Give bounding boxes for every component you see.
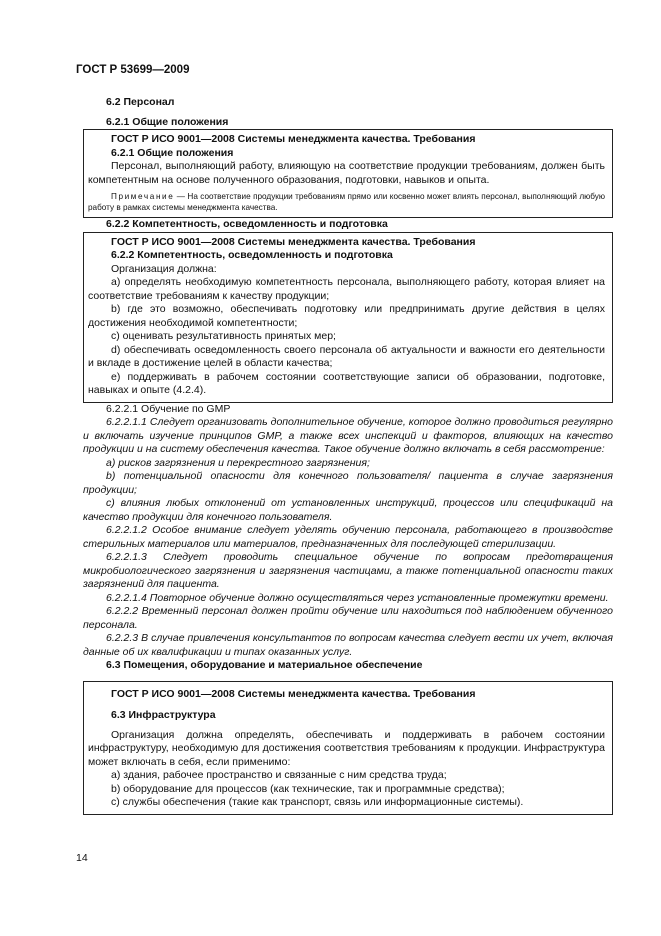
quote-box-6-3 (83, 681, 613, 815)
quote-citation: ГОСТ Р ИСО 9001—2008 Системы менеджмента качества. Требования (111, 133, 476, 145)
quote-subtitle: 6.3 Инфраструктура (111, 709, 216, 721)
list-item: c) службы обеспечения (такие как транспорт, связь или информационные системы). (111, 796, 524, 808)
note-text: — На соответствие продукции требованиям прямо или косвенно может влиять персонал, выполняющий любую работу в рамках системы менеджмента качества. (88, 192, 605, 212)
quote-citation: ГОСТ Р ИСО 9001—2008 Системы менеджмента качества. Требования (111, 687, 476, 700)
section-6-2-1-title: 6.2.1 Общие положения (106, 115, 229, 128)
list-item: b) потенциальной опасности для конечного пользователя/ пациента в случае загрязнения продукции; (83, 470, 613, 496)
paragraph-6-2-2-1-3: 6.2.2.1.3 Следует проводить специальное обучение по вопросам предотвращения микробиологического загрязнения и загрязнения частицами, а также потенциальной опасности таких загрязнений для пациента. (83, 551, 613, 590)
list-item: a) рисков загрязнения и перекрестного загрязнения; (106, 456, 370, 469)
paragraph-6-2-2-3: 6.2.2.3 В случае привлечения консультантов по вопросам качества следует вести их учет, включая данные об их квалификации и типах оказанных услуг. (83, 632, 613, 658)
list-item: a) здания, рабочее пространство и связанные с ним средства труда; (111, 769, 447, 781)
list-item: e) поддерживать в рабочем состоянии соответствующие записи об образовании, подготовке, навыках и опыте (4.2.4). (88, 370, 605, 396)
list-item: b) оборудование для процессов (как технические, так и программные средства); (111, 782, 505, 795)
section-6-2-2-1-title: 6.2.2.1 Обучение по GMP (106, 402, 231, 415)
section-6-3-title: 6.3 Помещения, оборудование и материальное обеспечение (106, 659, 423, 671)
quote-box-6-2-1 (83, 129, 613, 218)
quote-text: Организация должна определять, обеспечивать и поддерживать в рабочем состоянии инфраструктуру, необходимую для достижения соответствия требованиям к продукции. Инфраструктура может включать в себя, если применимо: (88, 728, 605, 768)
paragraph-6-2-2-1-1: 6.2.2.1.1 Следует организовать дополнительное обучение, которое должно проводиться регулярно и включать изучение принципов GMP, а также всех инспекций и факторов, влияющих на качество продукции и на систему обеспечения качества. Такое обучение должно включать в себя рассмотрение: (83, 416, 613, 455)
list-item: a) определять необходимую компетентность персонала, выполняющего работу, которая влияет на соответствие требованиям к качеству продукции; (88, 276, 605, 302)
quote-text: Персонал, выполняющий работу, влияющую на соответствие продукции требованиям, должен быть компетентным на основе полученного образования, подготовки, навыков и опыта. (88, 160, 605, 186)
quote-citation: ГОСТ Р ИСО 9001—2008 Системы менеджмента качества. Требования (111, 235, 476, 248)
page-content (83, 94, 613, 815)
list-item: d) обеспечивать осведомленность своего персонала об актуальности и важности его деятельности и вкладе в достижение целей в области качества; (88, 343, 605, 369)
list-item: b) где это возможно, обеспечивать подготовку или предпринимать другие действия в целях достижения необходимой компетентности; (88, 303, 605, 329)
quote-subtitle: 6.2.2 Компетентность, осведомленность и подготовка (111, 249, 393, 261)
quote-box-6-2-2 (83, 232, 613, 403)
list-item: c) влияния любых отклонений от установленных инструкций, процессов или спецификаций на качество продукции для конечного пользователя. (83, 497, 613, 523)
section-6-2-title: 6.2 Персонал (106, 96, 175, 108)
quote-subtitle: 6.2.1 Общие положения (111, 146, 234, 159)
paragraph-6-2-2-1-4: 6.2.2.1.4 Повторное обучение должно осуществляться через установленные промежутки времени. (106, 591, 609, 604)
quote-intro: Организация должна: (111, 262, 217, 275)
quote-note (88, 191, 605, 213)
page-header: ГОСТ Р 53699—2009 (76, 64, 190, 76)
section-6-2-2-title: 6.2.2 Компетентность, осведомленность и подготовка (106, 218, 388, 230)
paragraph-6-2-2-1-2: 6.2.2.1.2 Особое внимание следует уделять обучению персонала, работающего в производстве стерильных материалов или материалов, предназначенных для последующей стерилизации. (83, 524, 613, 550)
page-number: 14 (76, 852, 88, 864)
note-label: Примечание (111, 192, 175, 201)
list-item: c) оценивать результативность принятых мер; (111, 330, 336, 342)
paragraph-6-2-2-2: 6.2.2.2 Временный персонал должен пройти обучение или находиться под наблюдением обученного персонала. (83, 605, 613, 631)
